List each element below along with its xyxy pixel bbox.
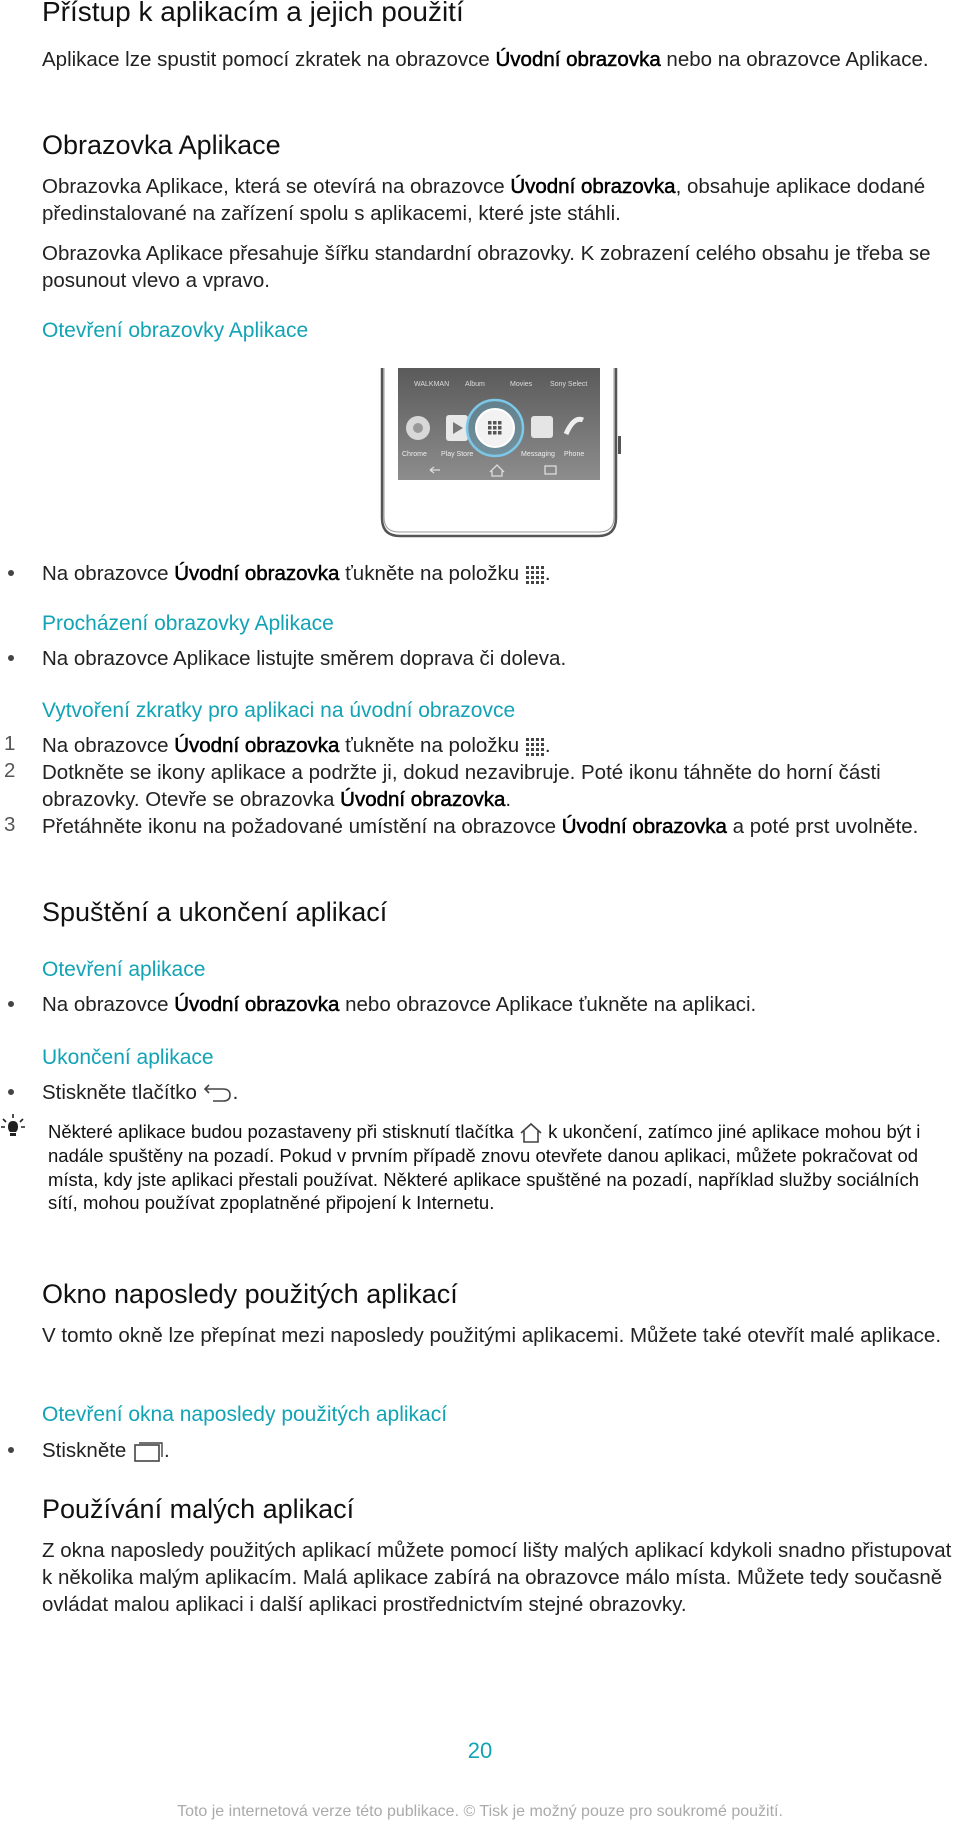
- bullet: [8, 1447, 14, 1453]
- phone-label-chrome: Chrome: [402, 451, 427, 458]
- apps-grid-icon: [525, 565, 545, 585]
- step-number: 3: [4, 813, 16, 836]
- bullet: [8, 655, 14, 661]
- small-apps-paragraph: Z okna naposledy použitých aplikací můžete pomocí lišty malých aplikací kdykoli snadno přistupovat k několika malým aplikacím. Malá aplikace zabírá na obrazovce málo místa. Můžete tedy současně ovládat malou aplikaci i další aplikaci prostřednictvím stejné obrazovky.: [42, 1539, 952, 1616]
- recent-apps-paragraph: V tomto okně lze přepínat mezi naposledy použitými aplikacemi. Můžete také otevřít malé aplikace.: [42, 1324, 942, 1347]
- tip-note: Některé aplikace budou pozastaveny při stisknutí tlačítka k ukončení, zatímco jiné aplikace mohou být i nadále spuštěny na pozadí. Pokud v prvním případě znovu otevřete danou aplikaci, můžete pokračovat od místa, kdy jste aplikaci přestali používat. Některé aplikace spuštěné na pozadí, například služby sociálních sítí, mohou používat zpoplatněné připojení k Internetu.: [48, 1121, 921, 1214]
- bullet: [8, 1089, 14, 1095]
- footer-note: Toto je internetová verze této publikace. © Tisk je možný pouze pro soukromé použití.: [177, 1803, 783, 1820]
- shortcut-step-1: Na obrazovce Úvodní obrazovka ťukněte na položku .: [42, 734, 551, 757]
- start-stop-heading: Spuštění a ukončení aplikací: [42, 897, 388, 927]
- phone-illustration: [378, 368, 623, 540]
- browse-apps-step: Na obrazovce Aplikace listujte směrem doprava či doleva.: [42, 647, 567, 670]
- apps-screen-paragraph-2: Obrazovka Aplikace přesahuje šířku standardní obrazovky. K zobrazení celého obsahu je třeba se posunout vlevo a vpravo.: [42, 242, 931, 292]
- apps-screen-paragraph-1: Obrazovka Aplikace, která se otevírá na obrazovce Úvodní obrazovka, obsahuje aplikace dodané předinstalované na zařízení spolu s aplikacemi, které jste stáhli.: [42, 175, 926, 225]
- open-apps-step: Na obrazovce Úvodní obrazovka ťukněte na položku .: [42, 562, 551, 585]
- phone-label-movies: Movies: [510, 381, 533, 388]
- back-icon: [203, 1084, 233, 1104]
- open-recent-step: Stiskněte .: [42, 1439, 170, 1462]
- step-number: 1: [4, 732, 16, 755]
- step-number: 2: [4, 759, 16, 782]
- apps-grid-icon: [525, 737, 545, 757]
- recent-apps-icon: [132, 1441, 164, 1463]
- phone-label-album: Album: [465, 381, 485, 388]
- browse-apps-subheading: Procházení obrazovky Aplikace: [42, 612, 334, 635]
- lightbulb-icon: [0, 1113, 26, 1137]
- phone-label-walkman: WALKMAN: [414, 381, 450, 388]
- apps-screen-heading: Obrazovka Aplikace: [42, 130, 281, 160]
- section-title: Přístup k aplikacím a jejich použití: [42, 0, 464, 27]
- small-apps-heading: Používání malých aplikací: [42, 1494, 355, 1524]
- phone-label-phone: Phone: [564, 451, 585, 458]
- open-app-subheading: Otevření aplikace: [42, 958, 206, 981]
- create-shortcut-subheading: Vytvoření zkratky pro aplikaci na úvodní obrazovce: [42, 699, 516, 722]
- phone-label-play-store: Play Store: [441, 451, 474, 458]
- phone-label-sony-select: Sony Select: [550, 381, 588, 388]
- shortcut-step-2: Dotkněte se ikony aplikace a podržte ji, dokud nezavibruje. Poté ikonu táhněte do horní části obrazovky. Otevře se obrazovka Úvodní obrazovka.: [42, 761, 881, 811]
- bullet: [8, 570, 14, 576]
- bullet: [8, 1001, 14, 1007]
- close-app-subheading: Ukončení aplikace: [42, 1046, 214, 1069]
- open-recent-subheading: Otevření okna naposledy použitých aplikací: [42, 1403, 448, 1426]
- intro-paragraph: Aplikace lze spustit pomocí zkratek na obrazovce Úvodní obrazovka nebo na obrazovce Aplikace.: [42, 48, 929, 71]
- home-icon: [519, 1122, 543, 1144]
- recent-apps-heading: Okno naposledy použitých aplikací: [42, 1279, 458, 1309]
- phone-label-messaging: Messaging: [521, 451, 555, 458]
- open-app-step: Na obrazovce Úvodní obrazovka nebo obrazovce Aplikace ťukněte na aplikaci.: [42, 993, 757, 1016]
- open-apps-screen-subheading: Otevření obrazovky Aplikace: [42, 319, 309, 342]
- page-number: 20: [467, 1738, 493, 1763]
- shortcut-step-3: Přetáhněte ikonu na požadované umístění na obrazovce Úvodní obrazovka a poté prst uvolněte.: [42, 815, 919, 838]
- close-app-step: Stiskněte tlačítko .: [42, 1081, 239, 1104]
